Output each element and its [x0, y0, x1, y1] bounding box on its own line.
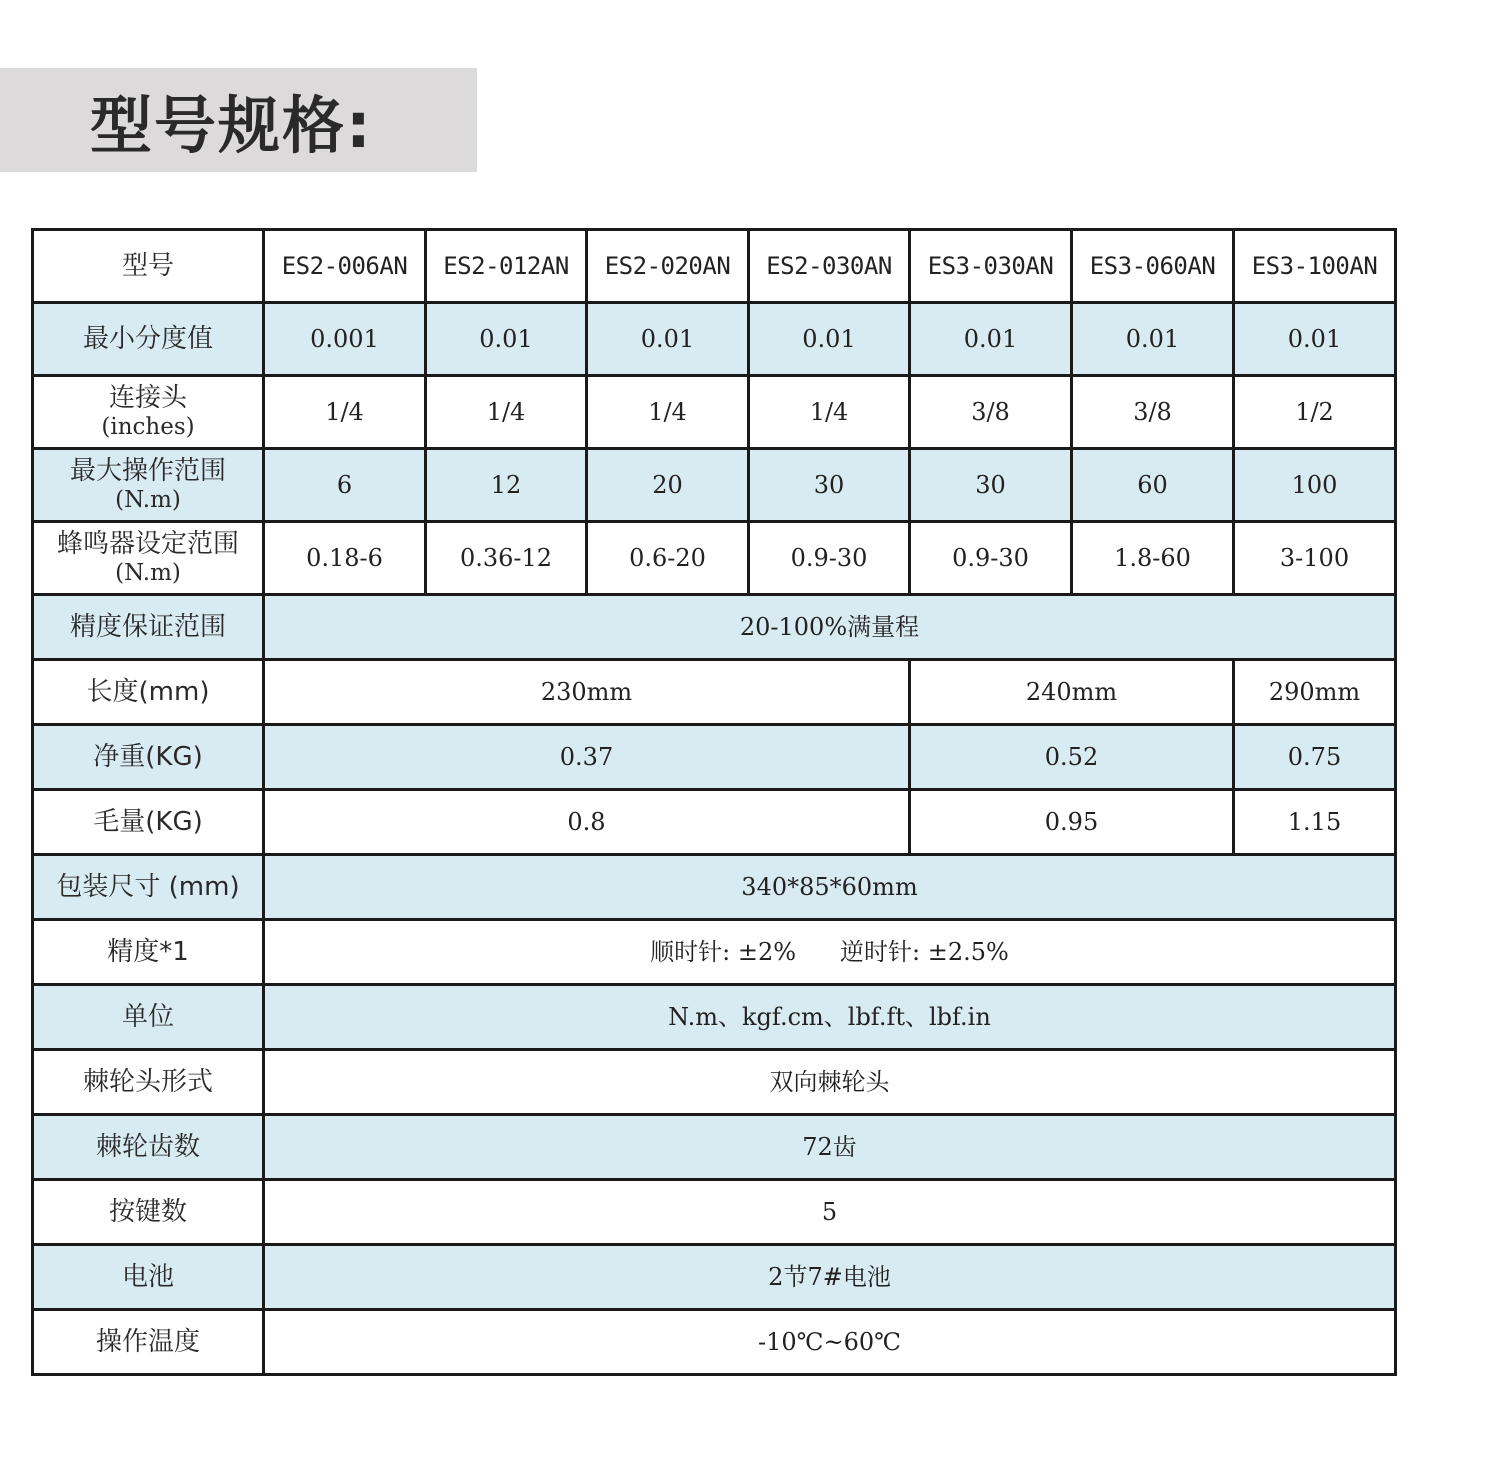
- table-cell: N.m、kgf.cm、lbf.ft、lbf.in: [264, 985, 1396, 1050]
- model-cell: ES3-060AN: [1072, 230, 1234, 303]
- row-label-length: 长度(mm): [33, 660, 264, 725]
- table-cell: 0.001: [264, 303, 426, 376]
- row-label-min-division: 最小分度值: [33, 303, 264, 376]
- table-row-accuracy: [33, 920, 1396, 985]
- accuracy-clockwise: 顺时针: ±2%: [650, 938, 797, 966]
- row-label-max-range-text: 最大操作范围: [69, 456, 226, 486]
- table-row-temperature: [33, 1310, 1396, 1375]
- table-cell: 0.01: [749, 303, 910, 376]
- row-label-ratchet-teeth: 棘轮齿数: [33, 1115, 264, 1180]
- table-row-buttons: [33, 1180, 1396, 1245]
- table-cell: 290mm: [1234, 660, 1396, 725]
- model-cell: ES2-020AN: [587, 230, 749, 303]
- table-row-ratchet-teeth: [33, 1115, 1396, 1180]
- table-row-battery: [33, 1245, 1396, 1310]
- row-label-connector: [33, 376, 264, 449]
- table-cell: 60: [1072, 449, 1234, 522]
- table-row-net-weight: [33, 725, 1396, 790]
- row-label-max-range: [33, 449, 264, 522]
- table-cell: 1.8-60: [1072, 522, 1234, 595]
- table-cell: 3/8: [910, 376, 1072, 449]
- row-label-accuracy-range: 精度保证范围: [33, 595, 264, 660]
- table-cell: 1/4: [426, 376, 587, 449]
- table-row-model: [33, 230, 1396, 303]
- table-cell: 0.8: [264, 790, 910, 855]
- table-cell: 0.9-30: [910, 522, 1072, 595]
- row-label-units: 单位: [33, 985, 264, 1050]
- row-label-model: 型号: [33, 230, 264, 303]
- table-row-package-size: [33, 855, 1396, 920]
- table-cell: 0.6-20: [587, 522, 749, 595]
- table-cell: 0.01: [1234, 303, 1396, 376]
- row-label-battery: 电池: [33, 1245, 264, 1310]
- table-row-units: [33, 985, 1396, 1050]
- table-cell: 30: [910, 449, 1072, 522]
- table-cell: 1/4: [264, 376, 426, 449]
- table-row-gross-weight: [33, 790, 1396, 855]
- spec-table: [31, 228, 1397, 1376]
- row-label-gross-weight: 毛量(KG): [33, 790, 264, 855]
- table-row-buzzer-range: [33, 522, 1396, 595]
- table-row-max-range: [33, 449, 1396, 522]
- table-cell: 240mm: [910, 660, 1234, 725]
- row-label-buttons: 按键数: [33, 1180, 264, 1245]
- table-cell: 2节7#电池: [264, 1245, 1396, 1310]
- row-label-net-weight: 净重(KG): [33, 725, 264, 790]
- table-cell: 0.01: [426, 303, 587, 376]
- table-cell: 1/4: [749, 376, 910, 449]
- table-cell: 0.01: [910, 303, 1072, 376]
- table-cell: 5: [264, 1180, 1396, 1245]
- table-cell: 0.52: [910, 725, 1234, 790]
- row-label-buzzer-range: [33, 522, 264, 595]
- table-cell: 0.18-6: [264, 522, 426, 595]
- table-cell: 0.01: [1072, 303, 1234, 376]
- model-cell: ES2-030AN: [749, 230, 910, 303]
- table-cell: 3/8: [1072, 376, 1234, 449]
- table-cell: 0.01: [587, 303, 749, 376]
- table-row-min-division: [33, 303, 1396, 376]
- table-cell: 0.95: [910, 790, 1234, 855]
- table-row-connector: [33, 376, 1396, 449]
- table-cell: 100: [1234, 449, 1396, 522]
- model-cell: ES2-006AN: [264, 230, 426, 303]
- table-cell: 6: [264, 449, 426, 522]
- table-row-ratchet-type: [33, 1050, 1396, 1115]
- row-label-buzzer-range-text: 蜂鸣器设定范围: [56, 529, 239, 559]
- row-label-ratchet-type: 棘轮头形式: [33, 1050, 264, 1115]
- table-cell: 3-100: [1234, 522, 1396, 595]
- table-cell: 1/2: [1234, 376, 1396, 449]
- model-cell: ES2-012AN: [426, 230, 587, 303]
- table-cell: 20: [587, 449, 749, 522]
- table-cell: 1.15: [1234, 790, 1396, 855]
- table-cell: 0.36-12: [426, 522, 587, 595]
- row-label-connector-text: 连接头: [108, 383, 187, 413]
- table-cell: 双向棘轮头: [264, 1050, 1396, 1115]
- model-cell: ES3-030AN: [910, 230, 1072, 303]
- row-label-accuracy: 精度*1: [33, 920, 264, 985]
- table-row-length: [33, 660, 1396, 725]
- row-label-connector-unit: (inches): [101, 414, 195, 440]
- page-title: 型号规格:: [90, 89, 373, 162]
- table-cell: 72齿: [264, 1115, 1396, 1180]
- table-row-accuracy-range: [33, 595, 1396, 660]
- table-cell: 340*85*60mm: [264, 855, 1396, 920]
- table-cell: 0.37: [264, 725, 910, 790]
- row-label-temperature: 操作温度: [33, 1310, 264, 1375]
- table-cell: 20-100%满量程: [264, 595, 1396, 660]
- table-cell: 30: [749, 449, 910, 522]
- table-cell: 0.9-30: [749, 522, 910, 595]
- row-label-buzzer-range-unit: (N.m): [115, 560, 181, 586]
- row-label-package-size: 包装尺寸 (mm): [33, 855, 264, 920]
- accuracy-counterclockwise: 逆时针: ±2.5%: [840, 938, 1009, 966]
- table-cell: [264, 920, 1396, 985]
- model-cell: ES3-100AN: [1234, 230, 1396, 303]
- table-cell: 12: [426, 449, 587, 522]
- table-cell: 0.75: [1234, 725, 1396, 790]
- table-cell: -10℃~60℃: [264, 1310, 1396, 1375]
- row-label-max-range-unit: (N.m): [115, 487, 181, 513]
- table-cell: 230mm: [264, 660, 910, 725]
- table-cell: 1/4: [587, 376, 749, 449]
